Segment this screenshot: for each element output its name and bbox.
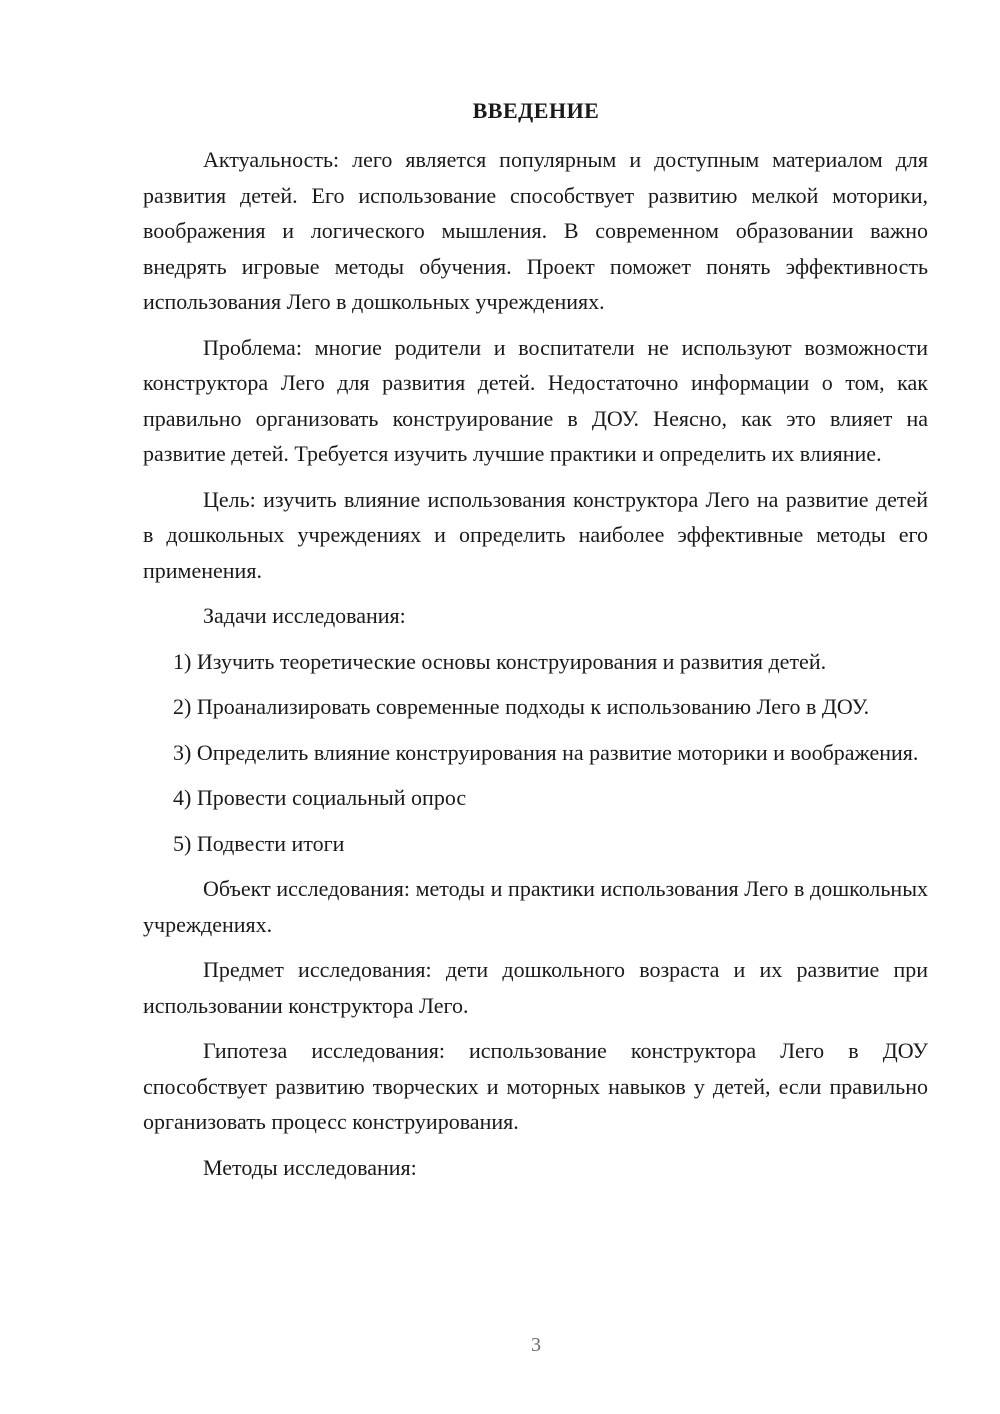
paragraph-subject: Предмет исследования: дети дошкольного возраста и их развитие при использовании конструктора Лего. (143, 957, 928, 1018)
document-body (143, 142, 928, 1195)
paragraph-goal: Цель: изучить влияние использования конструктора Лего на развитие детей в дошкольных учреждениях и определить наиболее эффективные методы его применения. (143, 486, 928, 583)
paragraph-problem: Проблема: многие родители и воспитатели не используют возможности конструктора Лего для развития детей. Недостаточно информации о том, как правильно организовать конструирование в ДОУ. Неясно, как это влияет на развитие детей. Требуется изучить лучшие практики и определить их влияние. (143, 334, 928, 466)
list-item-task-2: 2) Проанализировать современные подходы к использованию Лего в ДОУ. (173, 694, 870, 719)
list-item-task-1: 1) Изучить теоретические основы конструирования и развития детей. (173, 648, 827, 674)
paragraph-hypothesis: Гипотеза исследования: использование конструктора Лего в ДОУ способствует развитию творческих и моторных навыков у детей, если правильно организовать процесс конструирования. (143, 1038, 928, 1134)
list-item-task-4: 4) Провести социальный опрос (173, 785, 467, 810)
list-item-task-3: 3) Определить влияние конструирования на развитие моторики и воображения. (173, 739, 919, 765)
paragraph-tasks-heading: Задачи исследования: (203, 603, 406, 628)
list-item-task-5: 5) Подвести итоги (173, 830, 345, 856)
page-number: 3 (531, 1334, 541, 1356)
page-title: ВВЕДЕНИЕ (472, 98, 600, 123)
paragraph-methods-heading: Методы исследования: (203, 1154, 417, 1180)
paragraph-object: Объект исследования: методы и практики использования Лего в дошкольных учреждениях. (143, 876, 928, 937)
paragraph-relevance: Актуальность: лего является популярным и доступным материалом для развития детей. Его использование способствует развитию мелкой моторики, воображения и логического мышления. В современном образовании важно внедрять игровые методы обучения. Проект поможет понять эффективность использования Лего в дошкольных учреждениях. (143, 147, 928, 314)
